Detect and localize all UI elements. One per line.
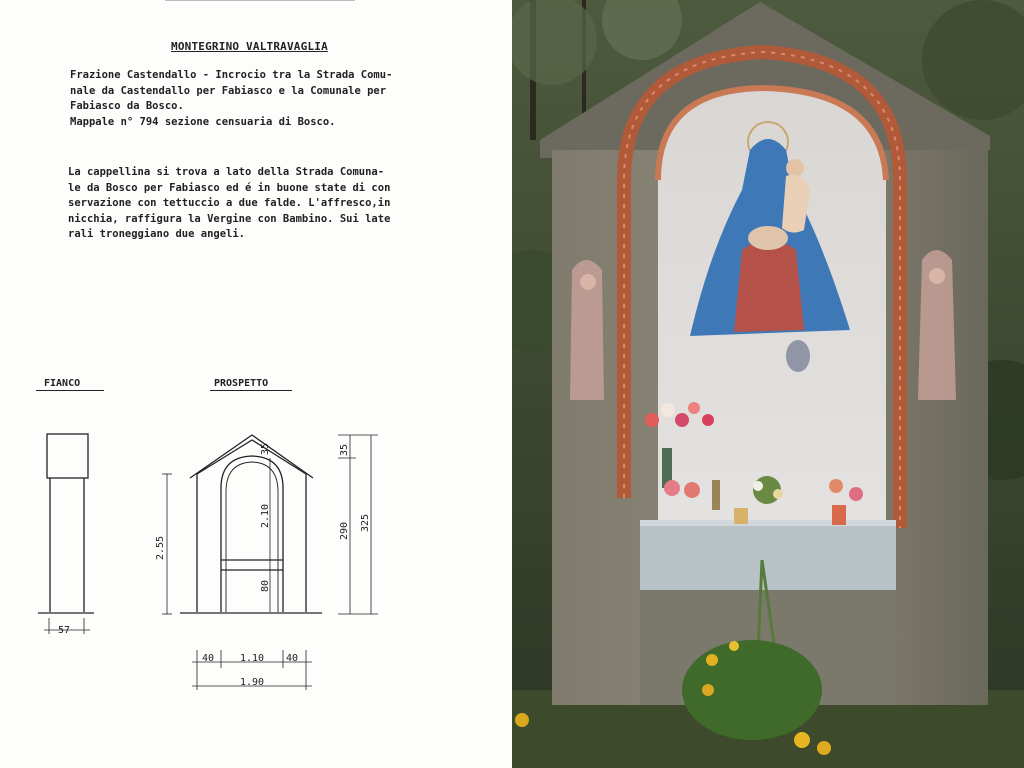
left-angel	[570, 260, 604, 400]
description-line: rali troneggiano due angeli.	[68, 228, 246, 240]
front-view	[162, 435, 378, 690]
location-line: Fabiasco da Bosco.	[70, 100, 184, 112]
document-title: MONTEGRINO VALTRAVAGLIA	[171, 40, 328, 53]
description-line: le da Bosco per Fabiasco ed é in buone state di con	[68, 181, 391, 194]
shrine-photo	[512, 0, 1024, 768]
dim-roof-inner: 35	[260, 442, 271, 455]
description-line: servazione con tettuccio a due falde. L'affresco,in	[68, 197, 391, 209]
dim-base-height: 80	[260, 579, 271, 592]
dim-side-depth: 57	[58, 625, 71, 636]
description-line: nicchia, raffigura la Vergine con Bambino. Sui late	[68, 212, 391, 225]
front-view-label: PROSPETTO	[214, 378, 269, 389]
location-line: Mappale n° 794 sezione censuaria di Bosco.	[70, 115, 336, 128]
dim-roof-height: 35	[339, 443, 350, 456]
dim-total-height: 325	[360, 513, 371, 532]
dim-wall-height: 290	[339, 521, 350, 540]
shrine-photo-illustration	[512, 0, 1024, 768]
dim-niche-width: 1.10	[240, 653, 265, 664]
dim-pillar-left: 40	[202, 653, 215, 664]
side-view-label: FIANCO	[44, 378, 81, 389]
dim-pillar-right: 40	[286, 653, 299, 664]
description-line: La cappellina si trova a lato della Strada Comuna-	[68, 166, 385, 178]
side-view	[38, 434, 94, 634]
dim-total-width: 1.90	[240, 677, 265, 688]
right-angel	[918, 250, 956, 400]
dim-total-height-left: 2.55	[155, 535, 166, 560]
location-line: Frazione Castendallo - Incrocio tra la Strada Comu-	[70, 69, 393, 81]
location-line: nale da Castendallo per Fabiasco e la Comunale per	[70, 84, 387, 97]
dim-niche-height: 2.10	[260, 503, 271, 528]
shrine	[540, 2, 990, 705]
